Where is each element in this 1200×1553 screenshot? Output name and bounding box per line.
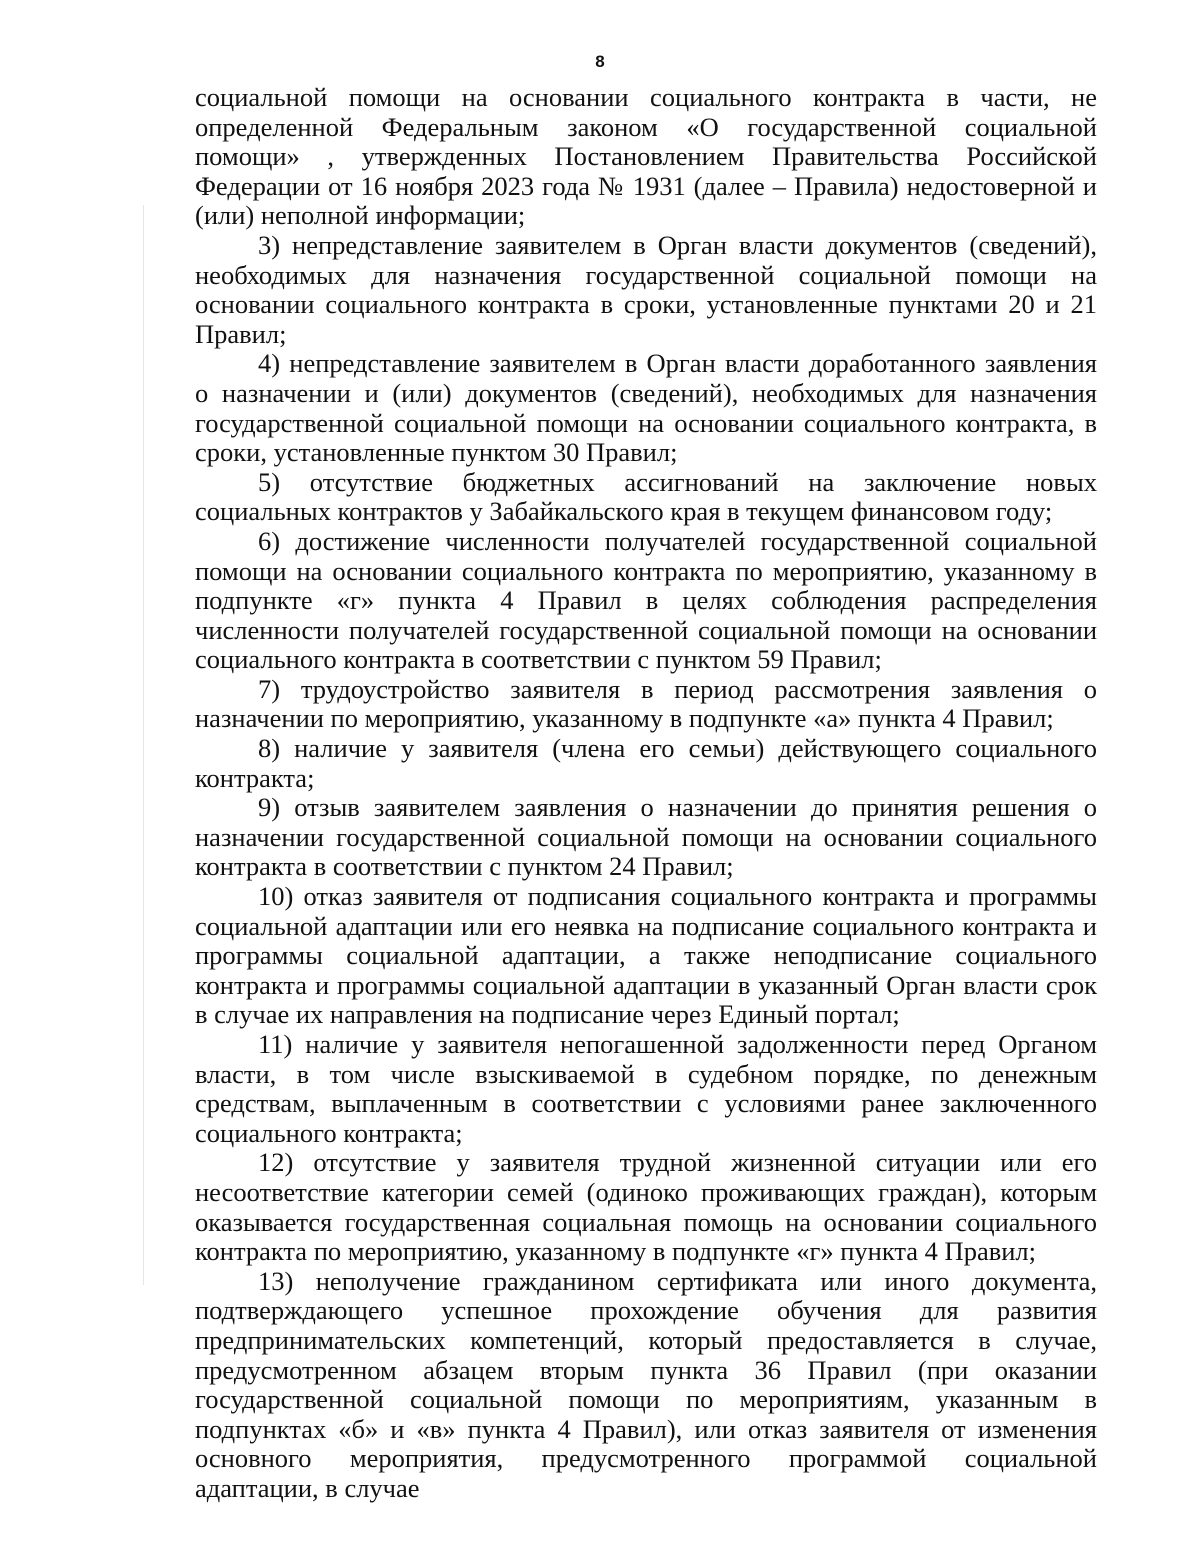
list-item-4: 4) непредставление заявителем в Орган власти доработанного заявления о назначении и (или) документов (сведений), необходимых для назначения государственной социальной помощи на основании социального контракта, в сроки, установленные пунктом 30 Правил; [195, 348, 1097, 468]
scan-edge-mark [143, 205, 144, 1285]
page-number: 8 [595, 52, 605, 71]
list-item-11: 11) наличие у заявителя непогашенной задолженности перед Органом власти, в том числе взыскиваемой в судебном порядке, по денежным средствам, выплаченным в соответствии с условиями ранее заключенного социального контракта; [195, 1029, 1097, 1148]
list-item-5: 5) отсутствие бюджетных ассигнований на заключение новых социальных контрактов у Забайкальского края в текущем финансовом году; [195, 466, 1097, 527]
list-item-10: 10) отказ заявителя от подписания социального контракта и программы социальной адаптации или его неявка на подписание социального контракта и программы социальной адаптации, а также неподписание социального контракта и программы социальной адаптации в указанный Орган власти срок в случае их направления на подписание через Единый портал; [195, 881, 1097, 1030]
list-item-8: 8) наличие у заявителя (члена его семьи) действующего социального контракта; [195, 733, 1097, 793]
list-item-12: 12) отсутствие у заявителя трудной жизненной ситуации или его несоответствие категории семей (одиноко проживающих граждан), которым оказывается государственная социальная помощь на основании социального контракта по мероприятию, указанному в подпункте «г» пункта 4 Правил; [195, 1147, 1097, 1267]
list-item-3: 3) непредставление заявителем в Орган власти документов (сведений), необходимых для назначения государственной социальной помощи на основании социального контракта в сроки, установленные пунктами 20 и 21 Правил; [195, 229, 1097, 349]
paragraph-continuation: социальной помощи на основании социального контракта в части, не определенной Федеральным законом «О государственной социальной помощи» , утвержденных Постановлением Правительства Российской Федерации от 16 ноября 2023 года № 1931 (далее – Правила) недостоверной и (или) неполной информации; [195, 82, 1097, 231]
list-item-6: 6) достижение численности получателей государственной социальной помощи на основании социального контракта по мероприятию, указанному в подпункте «г» пункта 4 Правил в целях соблюдения распределения численности получателей государственной социальной помощи на основании социального контракта в соответствии с пунктом 59 Правил; [195, 525, 1097, 675]
list-item-9: 9) отзыв заявителем заявления о назначении до принятия решения о назначении государственной социальной помощи на основании социального контракта в соответствии с пунктом 24 Правил; [195, 792, 1097, 882]
list-item-13: 13) неполучение гражданином сертификата или иного документа, подтверждающего успешное прохождение обучения для развития предпринимательских компетенций, который предоставляется в случае, предусмотренном абзацем вторым пункта 36 Правил (при оказании государственной социальной помощи по мероприятиям, указанным в подпунктах «б» и «в» пункта 4 Правил), или отказ заявителя от изменения основного мероприятия, предусмотренного программой социальной адаптации, в случае [195, 1265, 1097, 1503]
list-item-7: 7) трудоустройство заявителя в период рассмотрения заявления о назначении по мероприятию, указанному в подпункте «а» пункта 4 Правил; [195, 673, 1097, 734]
document-body [195, 83, 1097, 1504]
